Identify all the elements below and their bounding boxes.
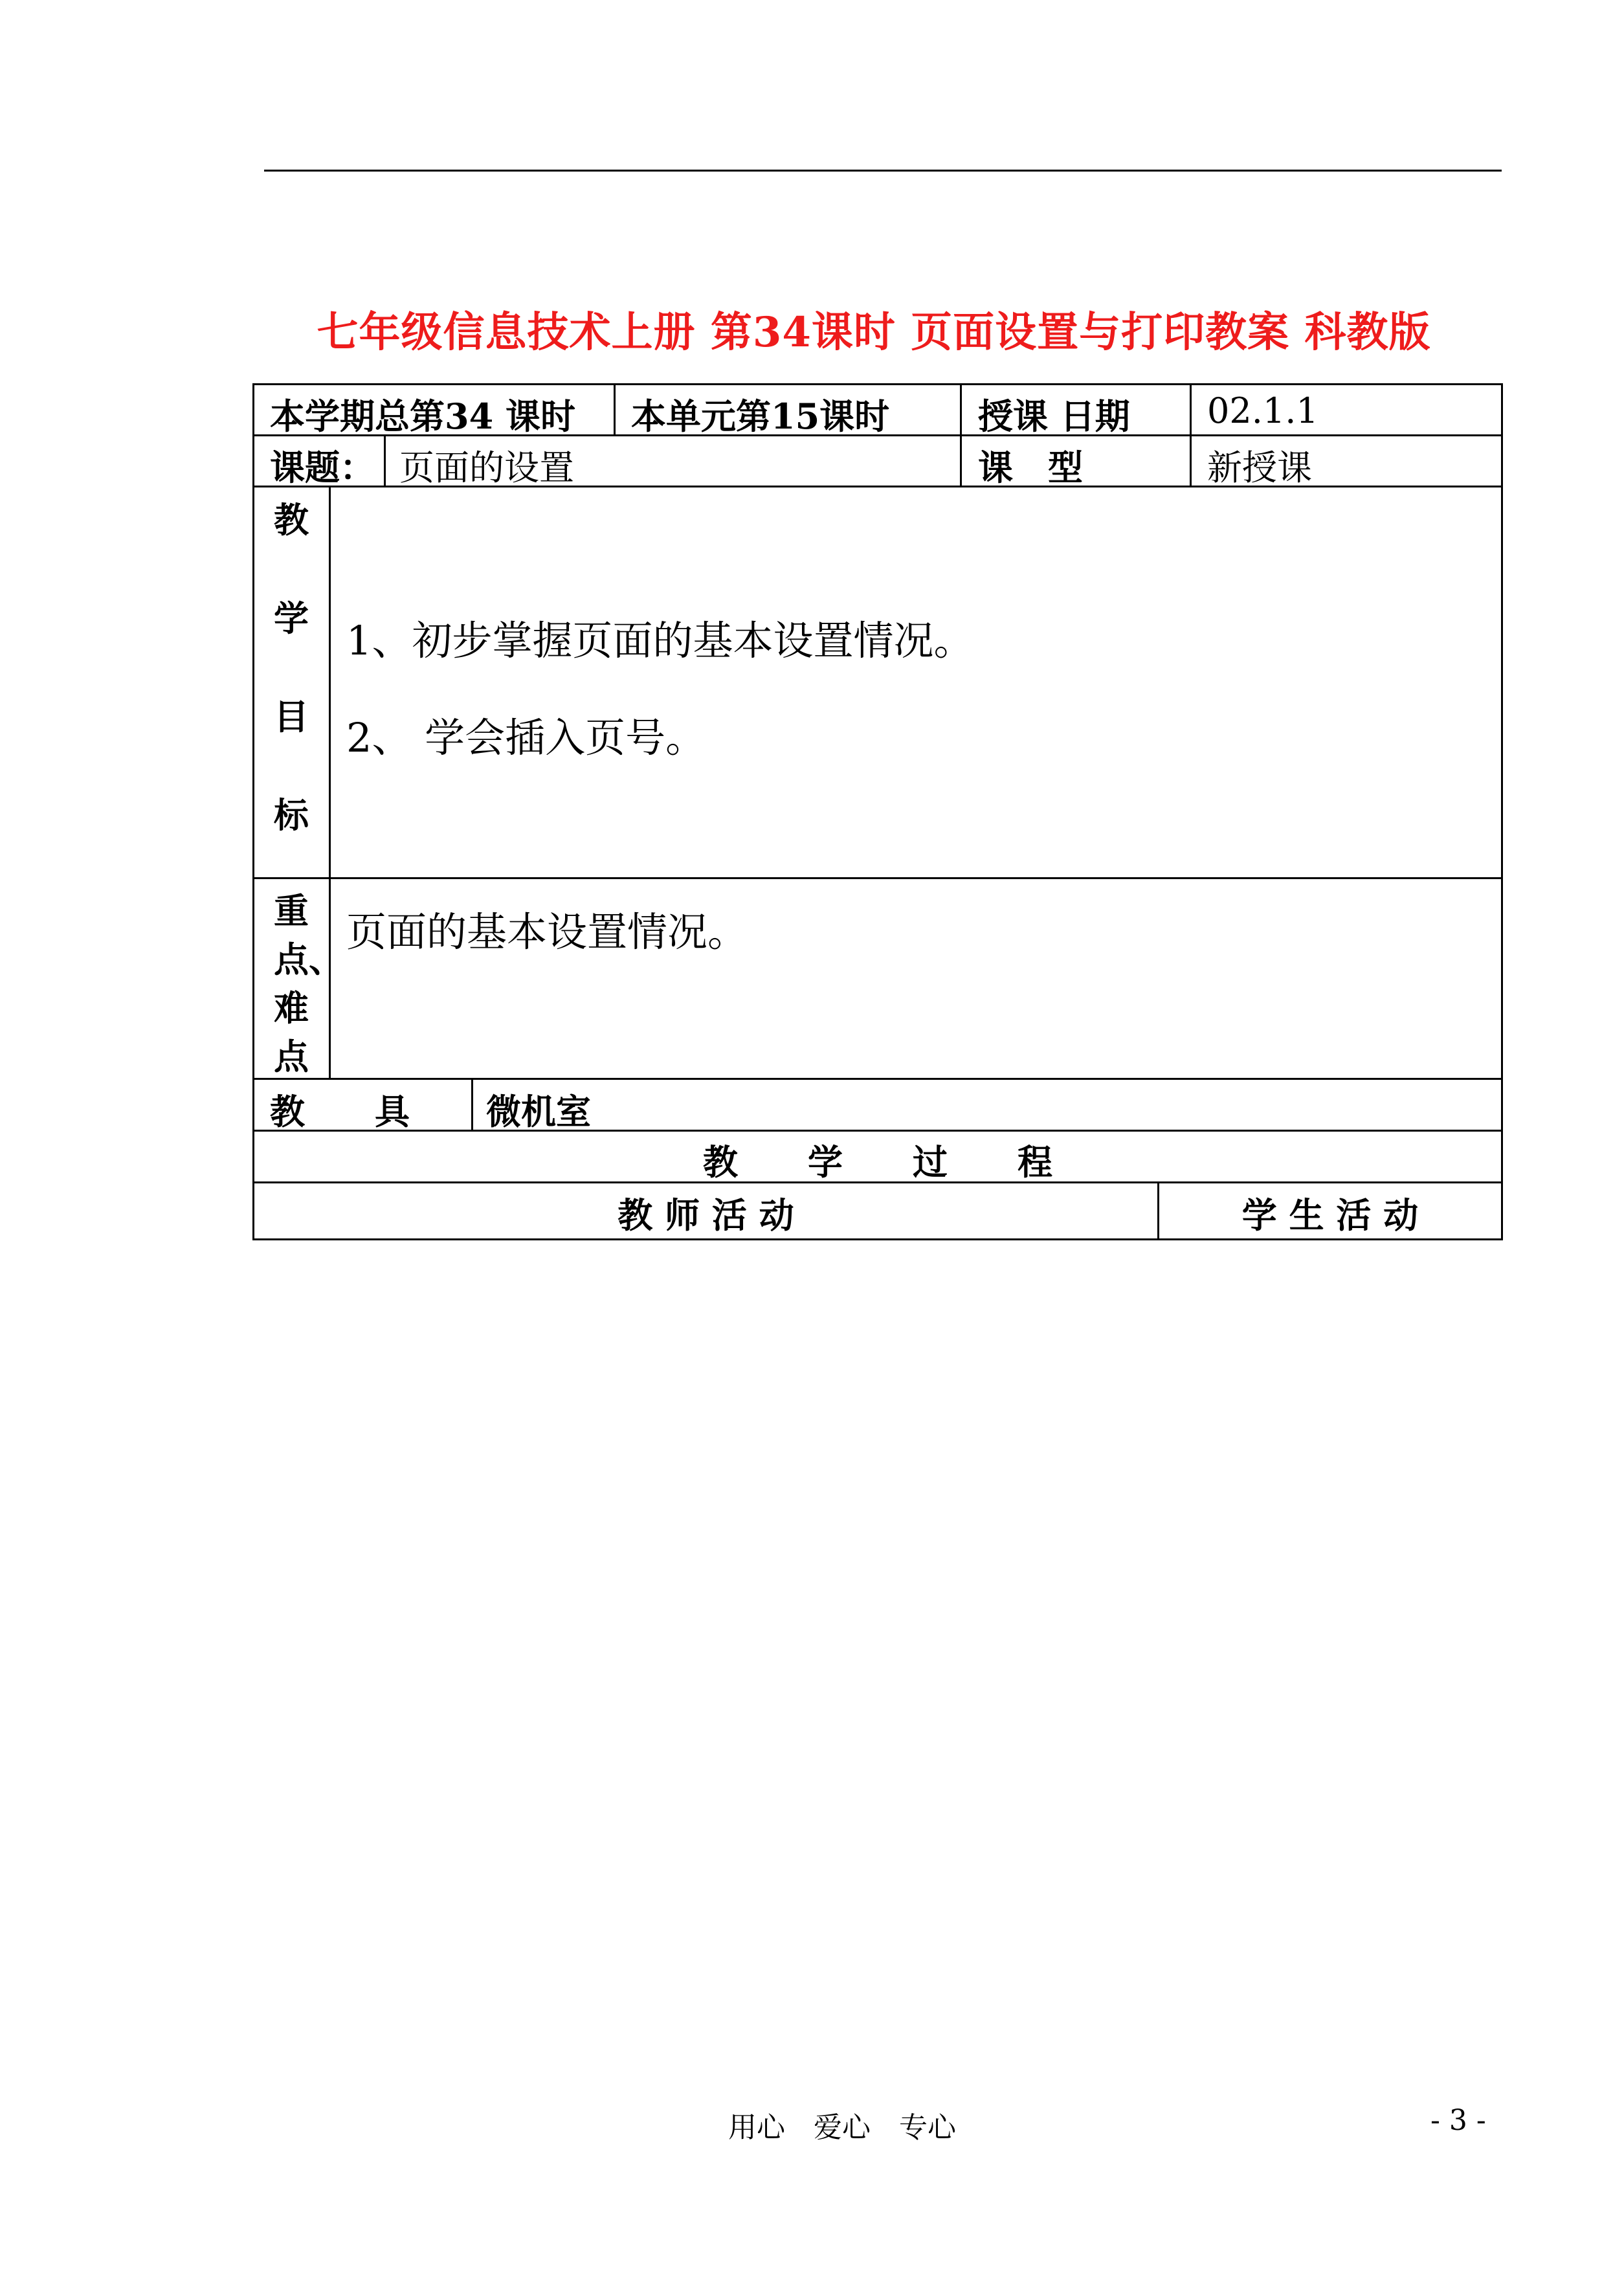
objectives-label-char: 教 xyxy=(274,499,309,541)
key-points-value: 页面的基本设置情况。 xyxy=(346,908,748,956)
row-divider xyxy=(254,1130,1501,1132)
objectives-label-char: 标 xyxy=(274,794,309,836)
col-divider xyxy=(960,385,962,486)
unit-lesson-label: 本单元第15课时 xyxy=(631,396,890,437)
lesson-plan-table xyxy=(252,383,1503,1240)
process-heading: 教 学 过 程 xyxy=(703,1141,1052,1183)
key-points-label-line: 点 xyxy=(274,1036,309,1077)
row-divider xyxy=(254,1078,1501,1080)
date-value: 02.1.1 xyxy=(1207,390,1318,431)
tools-label: 教 具 xyxy=(270,1091,410,1132)
objectives-label-char: 学 xyxy=(274,598,309,639)
key-points-label-line: 点、 xyxy=(274,939,344,980)
header-rule xyxy=(264,170,1502,172)
document-title: 七年级信息技术上册 第34课时 页面设置与打印教案 科教版 xyxy=(317,308,1431,357)
objective-item: 1、初步掌握页面的基本设置情况。 xyxy=(346,617,974,664)
row-divider xyxy=(254,877,1501,879)
col-divider xyxy=(329,486,331,1078)
student-activity-heading: 学 生 活 动 xyxy=(1241,1194,1419,1236)
total-lesson-label: 本学期总第34 课时 xyxy=(270,396,575,437)
key-points-label-line: 重 xyxy=(274,890,309,932)
col-divider xyxy=(1190,385,1192,486)
col-divider xyxy=(384,434,386,486)
topic-value: 页面的设置 xyxy=(399,447,574,488)
lesson-type-value: 新授课 xyxy=(1207,447,1312,488)
col-divider xyxy=(614,385,616,434)
date-label: 授课 日期 xyxy=(978,396,1130,437)
footer-motto: 用心 爱心 专心 xyxy=(728,2111,956,2144)
objective-item: 2、 学会插入页号。 xyxy=(346,714,706,761)
topic-label: 课题： xyxy=(270,447,375,488)
lesson-type-label: 课 型 xyxy=(978,447,1083,488)
key-points-label-line: 难 xyxy=(274,987,309,1029)
tools-value: 微机室 xyxy=(486,1091,591,1132)
teacher-activity-heading: 教 师 活 动 xyxy=(617,1194,794,1236)
col-divider xyxy=(471,1078,473,1130)
objectives-label-char: 目 xyxy=(274,696,309,737)
page-number: - 3 - xyxy=(1430,2104,1486,2137)
